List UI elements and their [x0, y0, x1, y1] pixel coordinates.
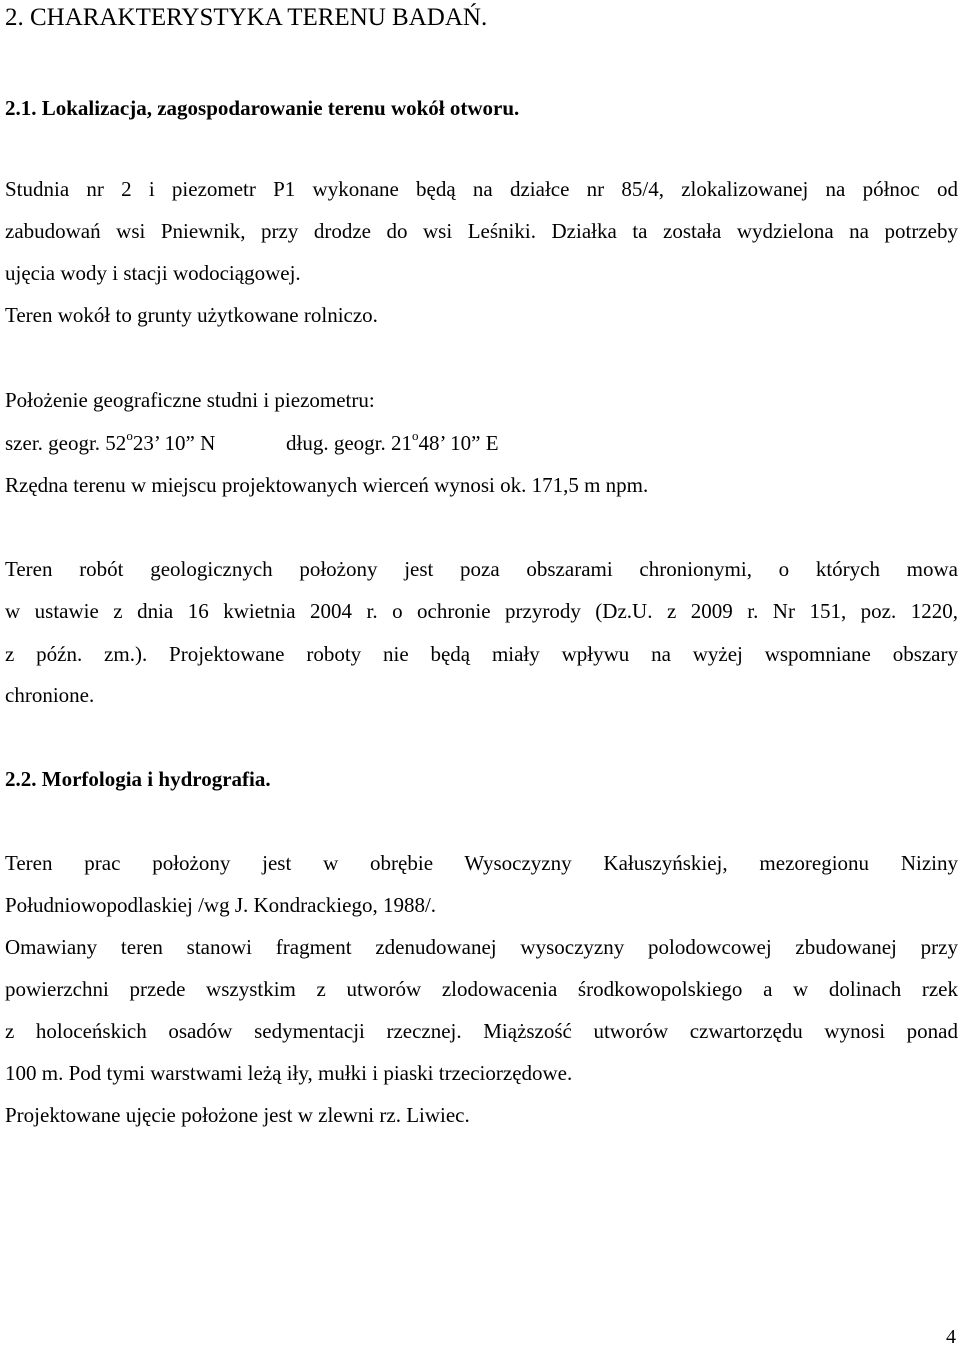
paragraph-line: powierzchni przede wszystkim z utworów zlodowacenia środkowopolskiego a w dolinach rzek	[5, 977, 958, 1001]
paragraph-line: ujęcia wody i stacji wodociągowej.	[5, 261, 301, 285]
longitude: dług. geogr. 21$^o$48’ 10” E	[286, 428, 499, 455]
chapter-heading: 2. CHARAKTERYSTYKA TERENU BADAŃ.	[5, 4, 488, 31]
geo-location-label: Położenie geograficzne studni i piezometru:	[5, 388, 375, 412]
paragraph-land-use: Teren wokół to grunty użytkowane rolniczo.	[5, 303, 378, 327]
paragraph-catchment: Projektowane ujęcie położone jest w zlewni rz. Liwiec.	[5, 1103, 470, 1127]
section-heading-2-1: 2.1. Lokalizacja, zagospodarowanie terenu wokół otworu.	[5, 96, 520, 120]
paragraph-line: z holoceńskich osadów sedymentacji rzecznej. Miąższość utworów czwartorzędu wynosi ponad	[5, 1019, 958, 1043]
paragraph-line: 100 m. Pod tymi warstwami leżą iły, mułki i piaski trzeciorzędowe.	[5, 1061, 573, 1085]
elevation-text: Rzędna terenu w miejscu projektowanych wierceń wynosi ok. 171,5 m npm.	[5, 473, 649, 497]
paragraph-line: chronione.	[5, 683, 95, 707]
paragraph-line: w ustawie z dnia 16 kwietnia 2004 r. o ochronie przyrody (Dz.U. z 2009 r. Nr 151, poz. 1220,	[5, 599, 958, 623]
paragraph-line: zabudowań wsi Pniewnik, przy drodze do wsi Leśniki. Działka ta została wydzielona na potrzeby	[5, 219, 958, 243]
paragraph-line: Teren prac położony jest w obrębie Wysoczyzny Kałuszyńskiej, mezoregionu Niziny	[5, 851, 958, 875]
paragraph-line: z późn. zm.). Projektowane roboty nie będą miały wpływu na wyżej wspomniane obszary	[5, 642, 958, 666]
coordinates-line	[5, 430, 499, 456]
paragraph-line: Teren robót geologicznych położony jest poza obszarami chronionymi, o których mowa	[5, 557, 958, 581]
paragraph-line: Południowopodlaskiej /wg J. Kondrackiego, 1988/.	[5, 893, 437, 917]
section-heading-2-2: 2.2. Morfologia i hydrografia.	[5, 767, 271, 791]
latitude: szer. geogr. 52$^o$23’ 10” N	[5, 428, 216, 455]
page-number: 4	[946, 1326, 956, 1348]
paragraph-line: Studnia nr 2 i piezometr P1 wykonane będą na działce nr 85/4, zlokalizowanej na północ od	[5, 177, 958, 201]
paragraph-line: Omawiany teren stanowi fragment zdenudowanej wysoczyzny polodowcowej zbudowanej przy	[5, 935, 958, 959]
